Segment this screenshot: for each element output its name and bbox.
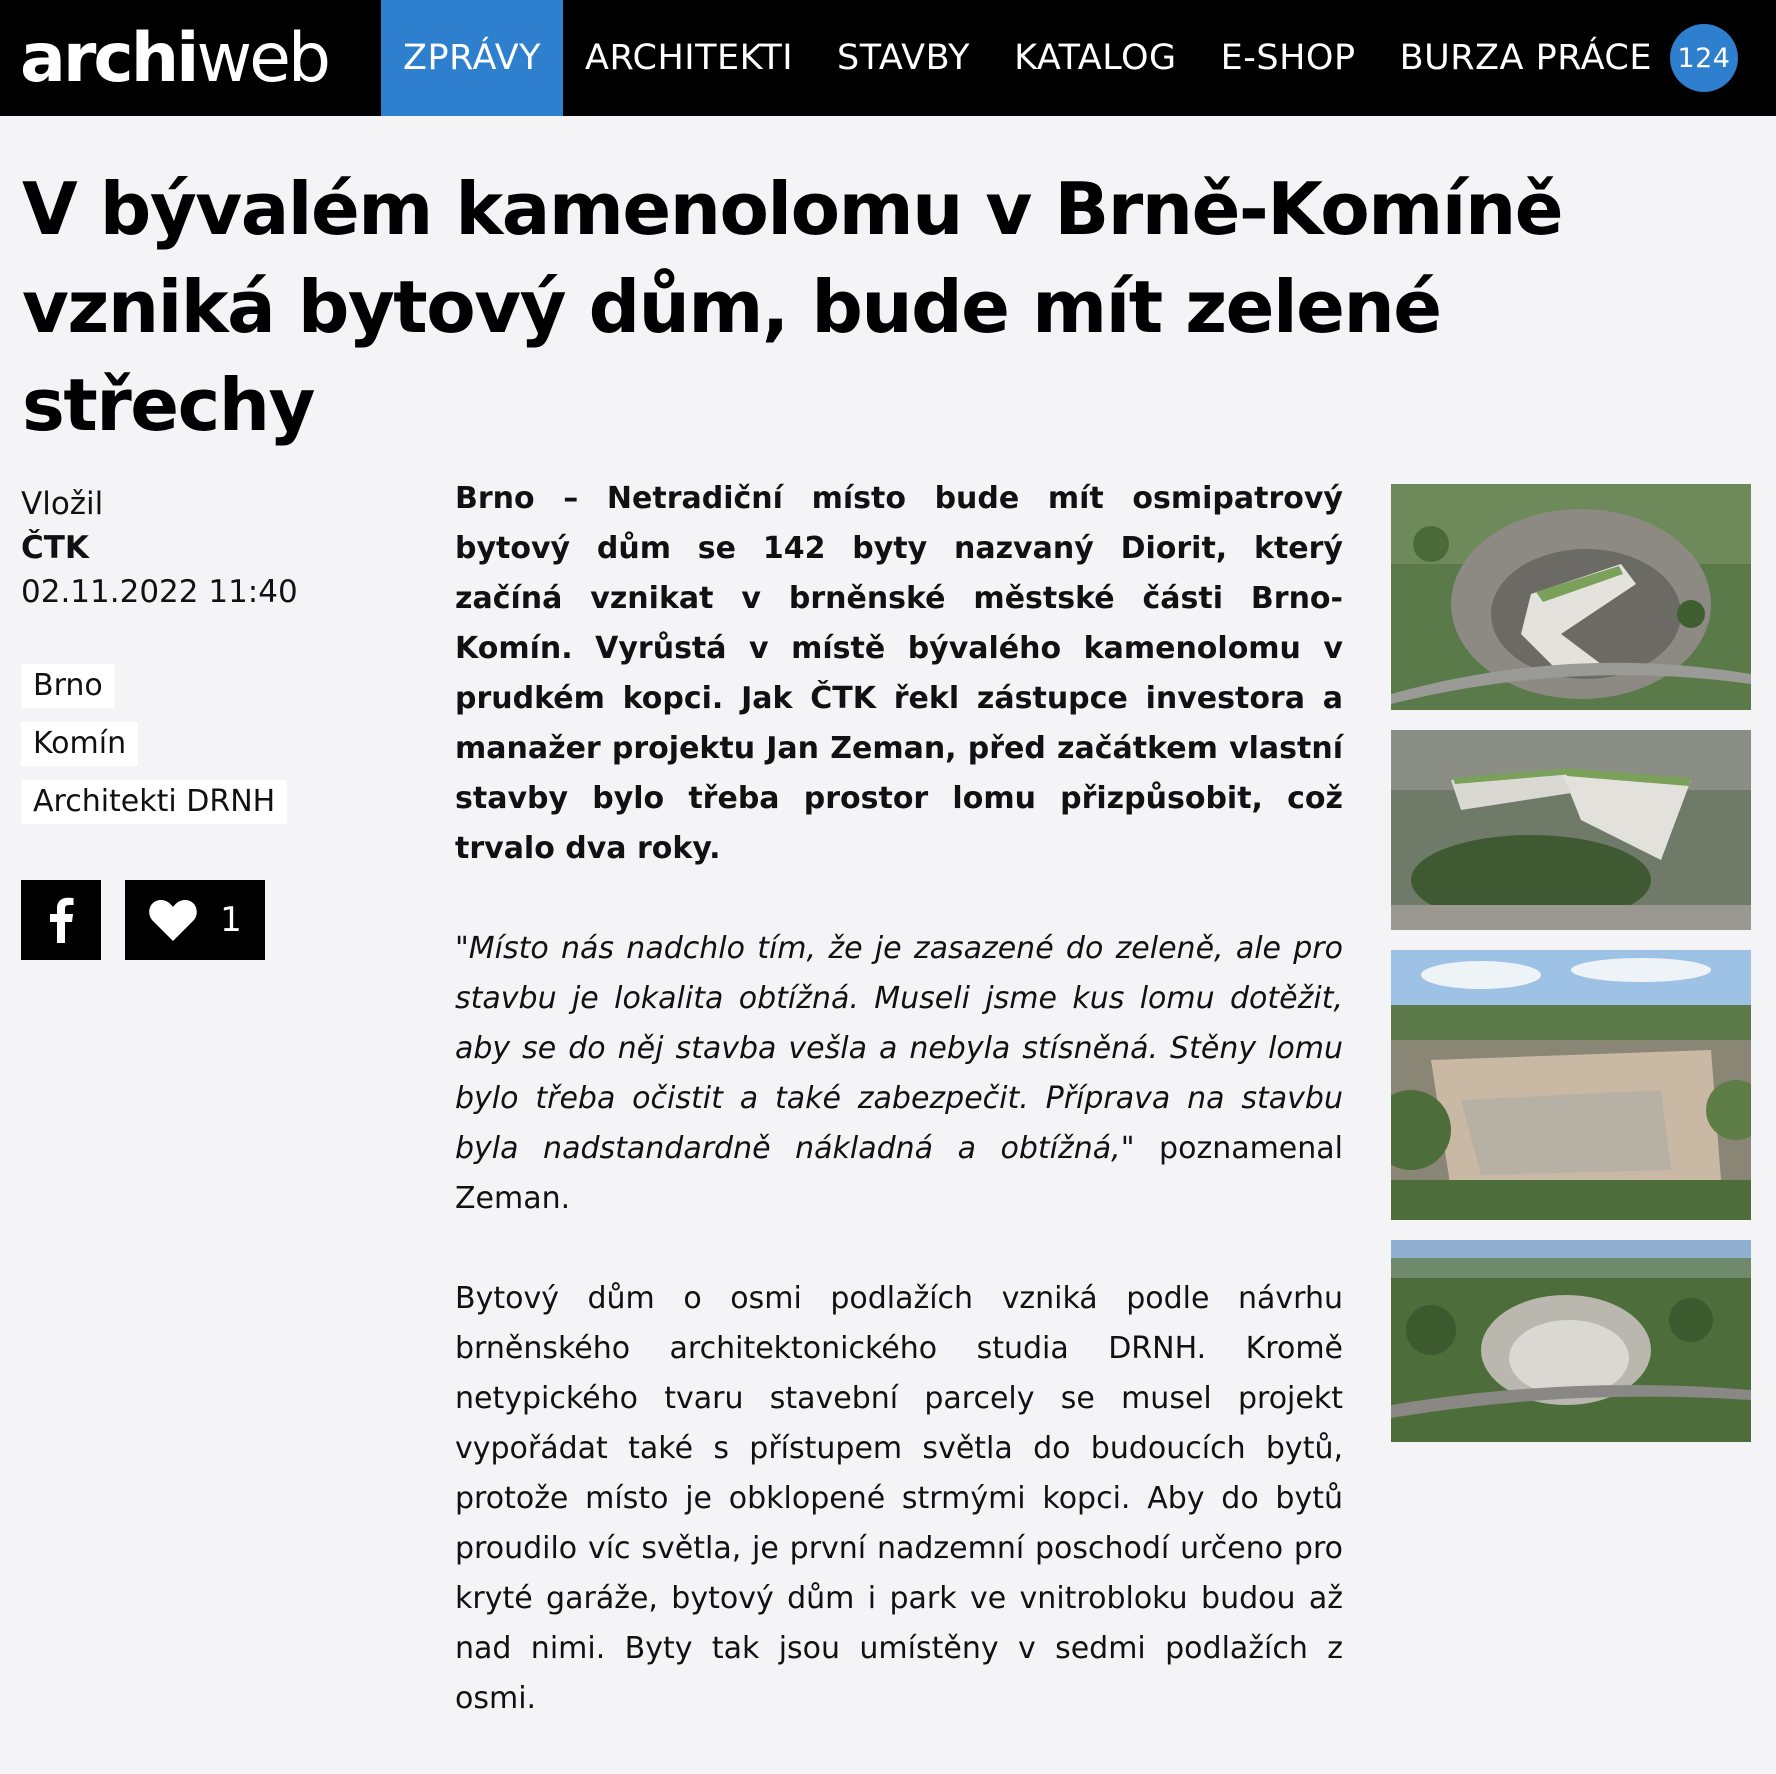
tag-architekti-drnh[interactable]: Architekti DRNH — [21, 780, 287, 824]
article-meta — [21, 482, 401, 614]
nav-label: E-SHOP — [1220, 38, 1356, 78]
article-quote — [455, 924, 1343, 1224]
archiweb-logo[interactable] — [0, 0, 381, 116]
nav-label: BURZA PRÁCE — [1399, 38, 1652, 78]
like-count: 1 — [220, 900, 242, 940]
author-name[interactable]: ČTK — [21, 530, 89, 566]
nav-item-stavby[interactable] — [815, 0, 992, 116]
logo-light-part: web — [196, 18, 329, 98]
nav-item-katalog[interactable] — [992, 0, 1199, 116]
gallery-thumbnail-4[interactable] — [1391, 1240, 1751, 1442]
quote-text: "Místo nás nadchlo tím, že je zasazené do zeleně, ale pro stavbu je lokalita obtížná. Museli jsme kus lomu dotěžit, aby se do něj stavba vešla a nebyla stísněná. Stěny lomu bylo třeba očistit a také zabezpečit. Příprava na stavbu byla nadstandardně nákladná a obtížná," — [455, 931, 1343, 1166]
main-nav — [381, 0, 1760, 116]
logo-bold-part: archi — [20, 18, 197, 98]
tag-komin[interactable]: Komín — [21, 722, 138, 766]
nav-label: STAVBY — [837, 38, 971, 78]
facebook-icon — [46, 897, 76, 943]
gallery-thumbnail-1[interactable] — [1391, 484, 1751, 710]
like-button[interactable] — [125, 880, 265, 960]
heart-icon — [148, 898, 198, 942]
article-paragraph: Bytový dům o osmi podlažích vzniká podle návrhu brněnského architektonického studia DRNH. Kromě netypického tvaru stavební parcely se musel projekt vypořádat také s přístupem světla do budoucích bytů, protože místo je obklopené strmými kopci. Aby do bytů proudilo víc světla, je první nadzemní poschodí určeno pro kryté garáže, bytový dům i park ve vnitrobloku budou až nad nimi. Byty tak jsou umístěny v sedmi podlažích z osmi. — [455, 1281, 1343, 1716]
nav-label: ARCHITEKTI — [585, 38, 794, 78]
job-count-badge: 124 — [1670, 24, 1738, 92]
posted-label: Vložil — [21, 486, 104, 522]
nav-label: KATALOG — [1014, 38, 1177, 78]
nav-item-eshop[interactable] — [1199, 0, 1378, 116]
gallery-thumbnail-2[interactable] — [1391, 730, 1751, 930]
share-bar — [21, 880, 265, 960]
nav-label: ZPRÁVY — [403, 38, 542, 78]
top-navigation-bar — [0, 0, 1776, 116]
article-title: V bývalém kamenolomu v Brně-Komíně vzniká bytový dům, bude mít zelené střechy — [22, 167, 1563, 447]
publish-date: 02.11.2022 11:40 — [21, 574, 298, 610]
gallery-thumbnails — [1391, 484, 1751, 1462]
tag-brno[interactable]: Brno — [21, 664, 115, 708]
tag-list — [21, 664, 287, 838]
quote-attribution: poznamenal Zeman. — [455, 1131, 1344, 1216]
nav-item-burza-prace[interactable] — [1378, 0, 1760, 116]
article-body — [455, 474, 1343, 1774]
gallery-thumbnail-3[interactable] — [1391, 950, 1751, 1220]
article-lead: Brno – Netradiční místo bude mít osmipatrový bytový dům se 142 byty nazvaný Diorit, který začíná vznikat v brněnské městské části Brno-Komín. Vyrůstá v místě bývalého kamenolomu v prudkém kopci. Jak ČTK řekl zástupce investora a manažer projektu Jan Zeman, před začátkem vlastní stavby bylo třeba prostor lomu přizpůsobit, což trvalo dva roky. — [455, 481, 1343, 866]
nav-item-architekti[interactable] — [563, 0, 815, 116]
facebook-share-button[interactable] — [21, 880, 101, 960]
nav-item-zpravy[interactable] — [381, 0, 563, 116]
